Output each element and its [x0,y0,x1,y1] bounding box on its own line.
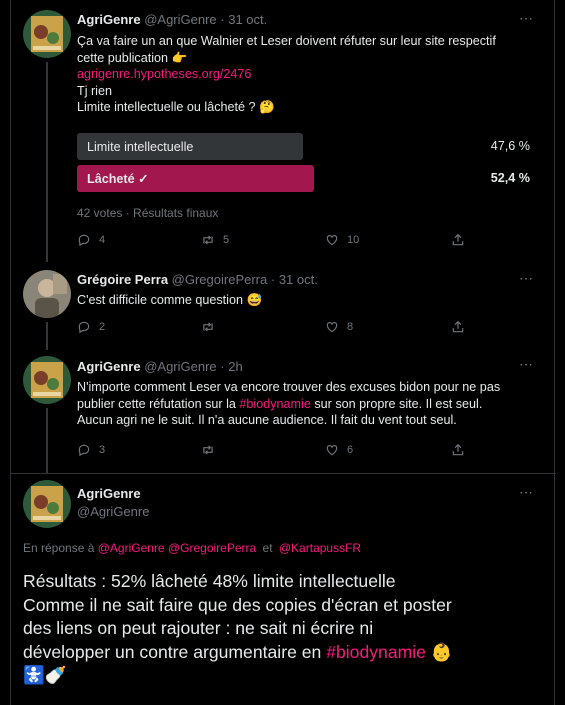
share-icon [451,443,465,457]
reply-to-link[interactable]: @KartapussFR [278,541,362,555]
emoji: 👶 [430,641,453,662]
retweet-count: 5 [223,234,230,246]
emoji-line: 🚼🍼 [23,665,67,685]
text-line: Résultats : 52% lâcheté 48% limite intellectuelle [23,571,396,591]
tweet-header [77,359,243,374]
reply-and: et [262,541,273,555]
text-line: Aucun agri ne le suit. Il n'a aucune audience. Il fait du vent tout seul. [77,413,457,427]
like-count: 10 [347,234,360,246]
avatar[interactable] [23,270,71,318]
avatar[interactable] [23,356,71,404]
reply-context [23,541,361,555]
thread-line [46,62,48,262]
reply-button[interactable] [77,443,105,457]
handle-row [77,504,149,519]
tweet-2[interactable] [11,262,556,350]
tweet-actions [77,233,477,251]
divider [11,473,556,474]
reply-count: 3 [99,444,106,456]
display-name[interactable] [77,486,141,501]
reply-button[interactable] [77,233,105,247]
like-button[interactable] [325,320,353,334]
handle[interactable]: @GregoirePerra [171,272,268,287]
tweet-header [77,12,267,27]
share-button[interactable] [451,233,465,247]
reply-icon [77,443,91,457]
avatar[interactable] [23,10,71,58]
link[interactable]: agrigenre.hypotheses.org/2476 [77,67,252,81]
retweet-button[interactable] [201,233,229,247]
tweet-header [77,272,318,287]
more-options-icon[interactable]: ⋯ [519,484,534,500]
hashtag-link[interactable]: #biodynamie [239,396,311,411]
heart-icon [325,320,339,334]
thread-line [46,408,48,474]
reply-icon [77,320,91,334]
share-button[interactable] [451,443,465,457]
poll-option-2 [77,165,314,192]
text-line [23,641,548,665]
retweet-icon [201,320,215,334]
display-name[interactable]: Grégoire Perra [77,272,169,287]
timestamp[interactable]: · 31 oct. [270,272,318,287]
text-line [77,396,547,413]
poll-option-label: Lâcheté ✓ [87,172,149,186]
reply-button[interactable] [77,320,105,334]
more-options-icon[interactable]: ⋯ [519,10,534,26]
display-name[interactable]: AgriGenre [77,12,141,27]
share-button[interactable] [451,320,465,334]
more-options-icon[interactable]: ⋯ [519,270,534,286]
text-line: Tj rien [77,83,112,98]
reply-icon [77,233,91,247]
main-tweet [11,474,556,705]
retweet-icon [201,443,215,457]
more-options-icon[interactable]: ⋯ [519,356,534,372]
poll-footer: 42 votes · Résultats finaux [77,206,219,220]
text-fragment: publier cette réfutation sur la [77,396,240,411]
reply-prefix: En réponse à [23,541,95,555]
reply-to-link[interactable]: @GregoirePerra [167,541,257,555]
tweet-text [77,379,547,429]
text-fragment: développer un contre argumentaire en [23,641,327,662]
text-line: Limite intellectuelle ou lâcheté ? 🤔 [77,100,275,114]
like-count: 8 [347,321,354,333]
like-count: 6 [347,444,354,456]
like-button[interactable] [325,233,359,247]
tweet-actions [77,320,477,338]
display-name-text[interactable]: AgriGenre [77,486,141,501]
handle[interactable]: @AgriGenre [144,359,217,374]
reply-to-link[interactable]: @AgriGenre [97,541,165,555]
text-line: des liens on peut rajouter : ne sait ni écrire ni [23,618,374,638]
avatar[interactable] [23,480,71,528]
tweet-3[interactable] [11,350,556,474]
tweet-actions [77,443,477,461]
poll-option-percent: 47,6 % [490,139,530,153]
text-line: cette publication 👉 [77,50,188,65]
reply-count: 2 [99,321,106,333]
share-icon [451,320,465,334]
poll-option-label: Limite intellectuelle [87,139,194,154]
poll-option-1 [77,133,303,160]
main-tweet-text [23,570,548,688]
timestamp[interactable]: · 2h [220,359,243,374]
text-line: Ça va faire un an que Walnier et Leser doivent réfuter sur leur site respectif [77,34,496,48]
thread-line [46,322,48,350]
display-name[interactable]: AgriGenre [77,359,141,374]
like-button[interactable] [325,443,353,457]
tweet-1[interactable] [11,0,556,262]
handle[interactable]: @AgriGenre [144,12,217,27]
tweet-text [77,33,547,116]
handle[interactable]: @AgriGenre [77,504,150,519]
tweet-text: C'est difficile comme question 😅 [77,293,263,307]
timestamp[interactable]: · 31 oct. [220,12,268,27]
timeline-column [10,0,555,705]
heart-icon [325,443,339,457]
text-line: Comme il ne sait faire que des copies d'écran et poster [23,594,452,615]
reply-count: 4 [99,234,106,246]
text-line: N'importe comment Leser va encore trouver des excuses bidon pour ne pas [77,380,501,394]
retweet-button[interactable] [201,320,223,334]
retweet-icon [201,233,215,247]
poll-option-percent: 52,4 % [490,171,530,185]
text-fragment: sur son propre site. Il est seul. [310,396,483,411]
heart-icon [325,233,339,247]
hashtag-link[interactable]: #biodynamie [326,641,426,662]
retweet-button[interactable] [201,443,223,457]
share-icon [451,233,465,247]
